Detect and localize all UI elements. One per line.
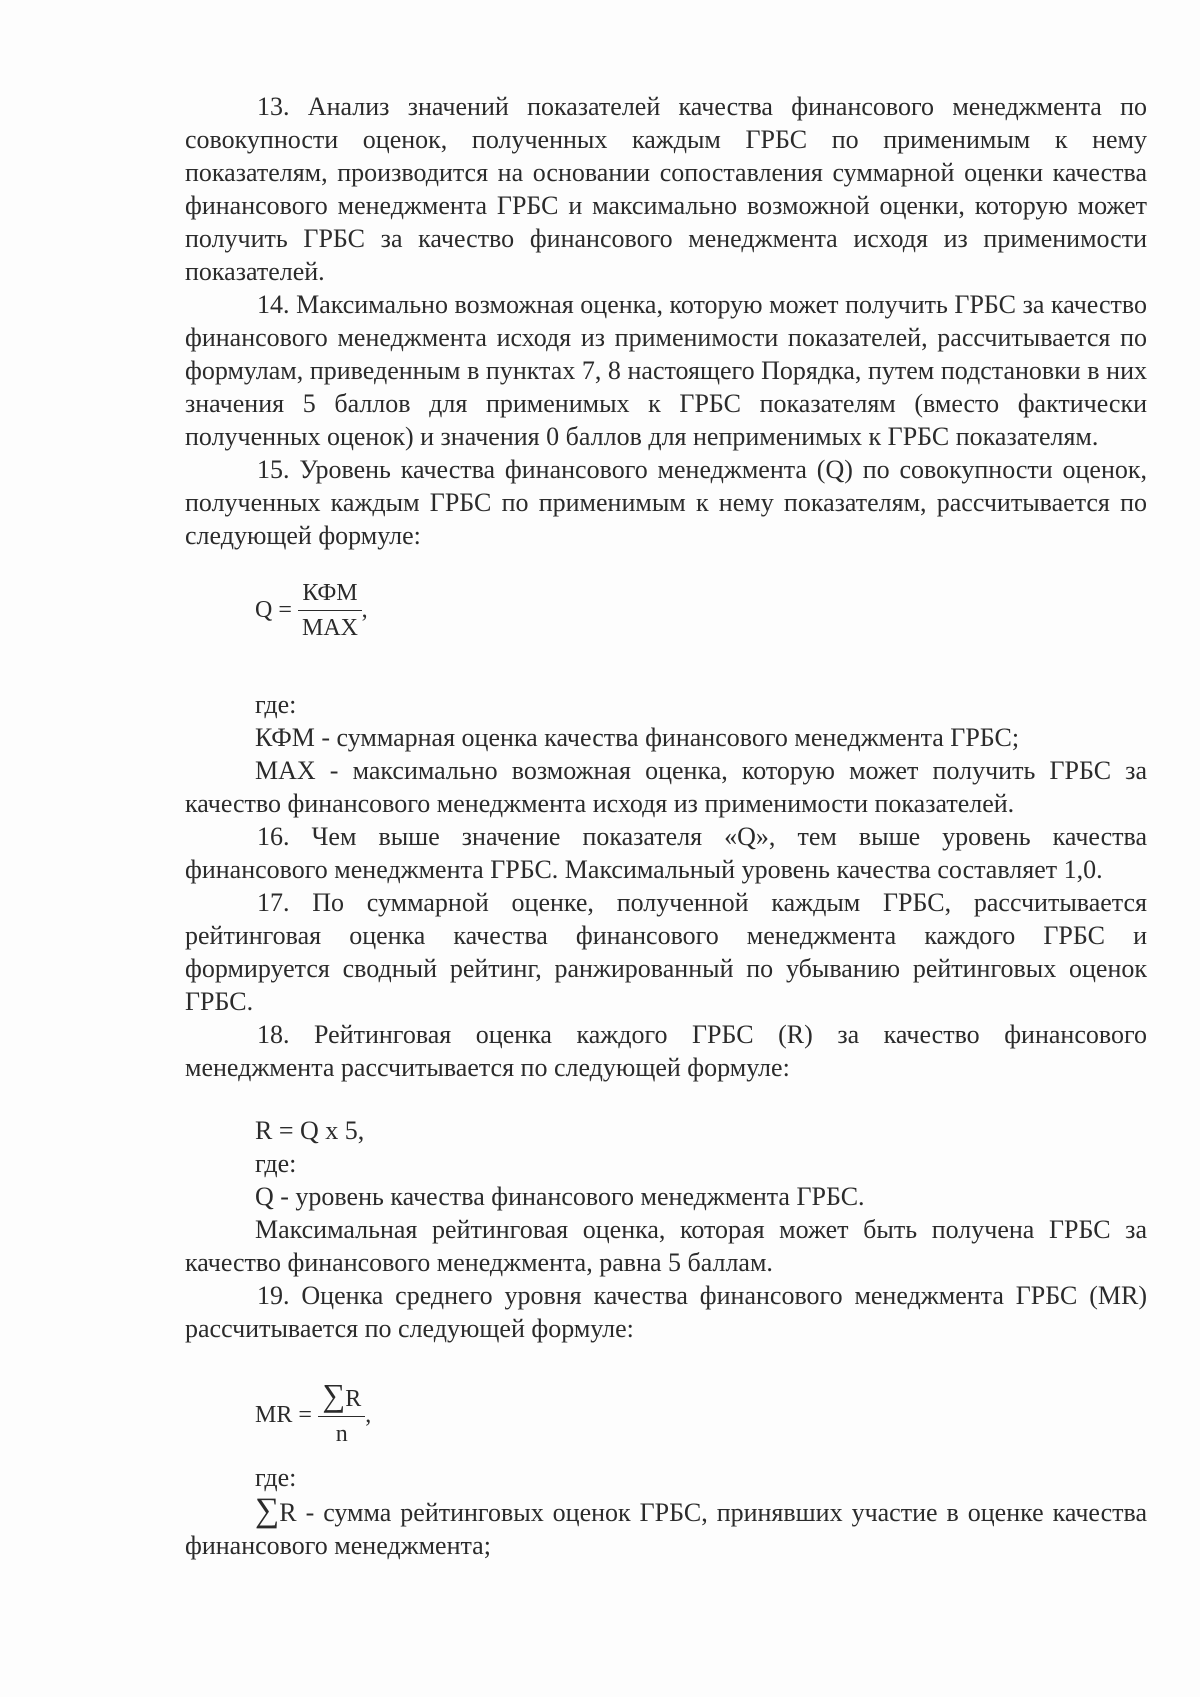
paragraph-13: 13. Анализ значений показателей качества финансового менеджмента по совокупности оценок, полученных каждым ГРБС по применимым к нему показателям, производится на основании сопоставления суммарной оценки качества финансового менеджмента ГРБС и максимально возможной оценки, которую может получить ГРБС за качество финансового менеджмента исходя из применимости показателей.	[185, 92, 1147, 286]
formula-mr-numerator	[318, 1377, 365, 1417]
formula-mr-comma: ,	[365, 1401, 372, 1428]
where-label-q: где:	[255, 690, 297, 719]
definition-sum-var: R	[279, 1498, 297, 1527]
definition-sum-r	[185, 1494, 1147, 1562]
formula-q	[185, 578, 1147, 648]
formula-mr-denominator: n	[335, 1421, 348, 1447]
definition-q: Q - уровень качества финансового менеджмента ГРБС.	[255, 1182, 865, 1211]
where-label-r: где:	[255, 1149, 297, 1178]
paragraph-19: 19. Оценка среднего уровня качества финансового менеджмента ГРБС (MR) рассчитывается по следующей формуле:	[185, 1281, 1147, 1343]
definition-sum-text: - сумма рейтинговых оценок ГРБС, принявших участие в оценке качества финансового менеджмента;	[185, 1498, 1147, 1560]
formula-q-numerator: КФМ	[298, 578, 361, 611]
sum-icon: ∑	[255, 1492, 280, 1529]
sum-icon: ∑	[322, 1377, 346, 1413]
definition-kfm: КФМ - суммарная оценка качества финансового менеджмента ГРБС;	[255, 723, 1020, 752]
paragraph-16: 16. Чем выше значение показателя «Q», тем выше уровень качества финансового менеджмента ГРБС. Максимальный уровень качества составляет 1,0.	[185, 822, 1147, 884]
formula-r: R = Q x 5,	[255, 1116, 365, 1145]
formula-mr-lhs: MR =	[255, 1401, 312, 1428]
paragraph-15: 15. Уровень качества финансового менеджмента (Q) по совокупности оценок, полученных каждым ГРБС по применимым к нему показателям, рассчитывается по следующей формуле:	[185, 455, 1147, 550]
formula-mr	[185, 1377, 1147, 1455]
formula-q-fraction	[298, 578, 361, 643]
formula-q-comma: ,	[361, 597, 368, 623]
document-body	[185, 90, 1147, 1562]
formula-mr-numerator-var: R	[345, 1386, 362, 1412]
definition-max: MAX - максимально возможная оценка, которую может получить ГРБС за качество финансового менеджмента исходя из применимости показателей.	[185, 756, 1147, 818]
formula-q-lhs: Q =	[255, 597, 292, 623]
where-label-mr: где:	[255, 1463, 297, 1492]
paragraph-17: 17. По суммарной оценке, полученной каждым ГРБС, рассчитывается рейтинговая оценка качества финансового менеджмента каждого ГРБС и формируется сводный рейтинг, ранжированный по убыванию рейтинговых оценок ГРБС.	[185, 888, 1147, 1016]
max-rating-note: Максимальная рейтинговая оценка, которая может быть получена ГРБС за качество финансового менеджмента, равна 5 баллам.	[185, 1215, 1147, 1277]
paragraph-18: 18. Рейтинговая оценка каждого ГРБС (R) за качество финансового менеджмента рассчитывается по следующей формуле:	[185, 1020, 1147, 1082]
formula-mr-fraction	[318, 1377, 365, 1449]
paragraph-14: 14. Максимально возможная оценка, которую может получить ГРБС за качество финансового менеджмента исходя из применимости показателей, рассчитывается по формулам, приведенным в пунктах 7, 8 настоящего Порядка, путем подстановки в них значения 5 баллов для применимых к ГРБС показателям (вместо фактически полученных оценок) и значения 0 баллов для неприменимых к ГРБС показателям.	[185, 290, 1147, 451]
formula-q-denominator: MAX	[302, 615, 359, 641]
